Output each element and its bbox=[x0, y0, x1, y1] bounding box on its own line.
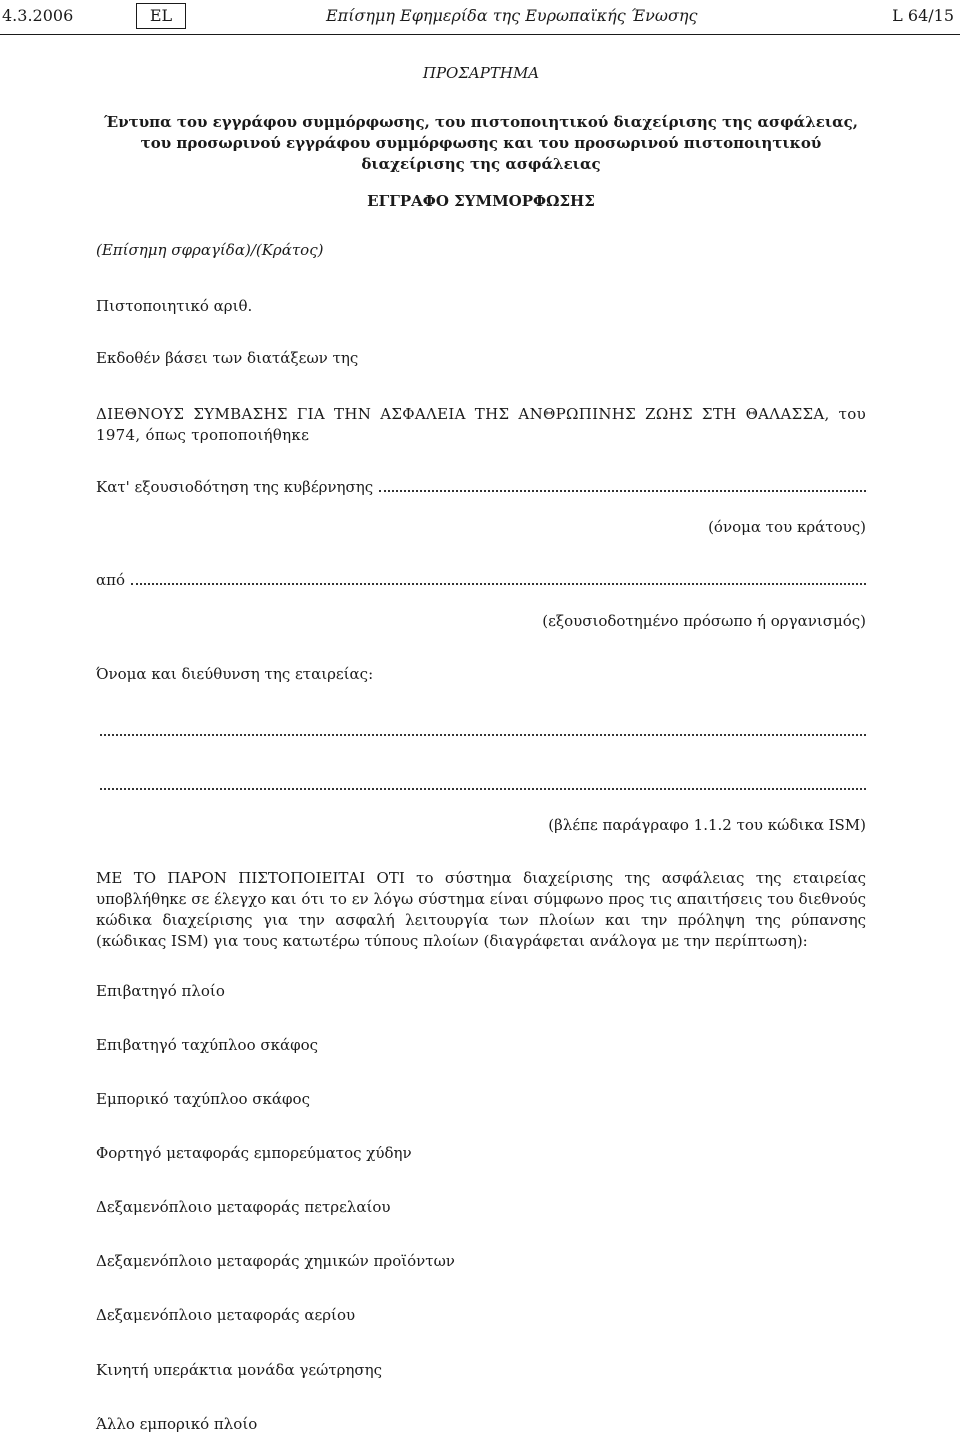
forms-title: Έντυπα του εγγράφου συμμόρφωσης, του πιστοποιητικού διαχείρισης της ασφάλειας, του προσωρινού εγγράφου συμμόρφωσης και του προσωρινού πιστοποιητικού διαχείρισης της ασφάλειας bbox=[104, 113, 858, 173]
convention-name: ΔΙΕΘΝΟΥΣ ΣΥΜΒΑΣΗΣ ΓΙΑ ΤΗΝ ΑΣΦΑΛΕΙΑ ΤΗΣ ΑΝΘΡΩΠΙΝΗΣ ΖΩΗΣ ΣΤΗ ΘΑΛΑΣΣΑ, του 1974, όπως τροποποιήθηκε bbox=[96, 405, 866, 444]
authorized-by-line bbox=[96, 571, 866, 589]
page-reference: L 64/15 bbox=[892, 6, 954, 25]
state-name-caption: (όνομα του κράτους) bbox=[708, 518, 866, 536]
header-date: 4.3.2006 bbox=[2, 6, 74, 25]
ship-type-bulk-carrier[interactable]: Φορτηγό μεταφοράς εμπορεύματος χύδην bbox=[96, 1144, 412, 1162]
company-address-field-2[interactable] bbox=[100, 787, 866, 790]
certification-statement: ΜΕ ΤΟ ΠΑΡΟΝ ΠΙΣΤΟΠΟΙΕΙΤΑΙ ΟΤΙ το σύστημα διαχείρισης της ασφάλειας της εταιρείας υποβλήθηκε σε έλεγχο και ότι το εν λόγω σύστημα είναι σύμφωνο προς τις απαιτήσεις του διεθνούς κώδικα διαχείρισης για την ασφαλή λειτουργία των πλοίων και την πρόληψη της ρύπανσης (κώδικας ISM) για τους κατωτέρω τύπους πλοίων (διαγράφεται ανάλογα με την περίπτωση): bbox=[96, 869, 866, 950]
document-title: ΕΓΓΡΑΦΟ ΣΥΜΜΟΡΦΩΣΗΣ bbox=[367, 192, 595, 210]
certificate-number-label: Πιστοποιητικό αριθ. bbox=[96, 297, 253, 315]
journal-title: Επίσημη Εφημερίδα της Ευρωπαϊκής Ένωσης bbox=[326, 6, 698, 25]
ship-type-offshore-drilling-unit[interactable]: Κινητή υπεράκτια μονάδα γεώτρησης bbox=[96, 1361, 383, 1379]
company-name-address-label: Όνομα και διεύθυνση της εταιρείας: bbox=[96, 665, 374, 683]
ism-code-caption: (βλέπε παράγραφο 1.1.2 του κώδικα ISM) bbox=[548, 816, 866, 834]
ship-type-chemical-tanker[interactable]: Δεξαμενόπλοιο μεταφοράς χημικών προϊόντων bbox=[96, 1252, 455, 1270]
by-label: από bbox=[96, 571, 126, 589]
ship-type-other-cargo[interactable]: Άλλο εμπορικό πλοίο bbox=[96, 1415, 258, 1433]
ship-type-gas-carrier[interactable]: Δεξαμενόπλοιο μεταφοράς αερίου bbox=[96, 1306, 356, 1324]
ship-type-cargo-high-speed[interactable]: Εμπορικό ταχύπλοο σκάφος bbox=[96, 1090, 310, 1108]
authority-label: Κατ' εξουσιοδότηση της κυβέρνησης bbox=[96, 478, 374, 496]
authorized-organization-field[interactable] bbox=[131, 571, 866, 585]
language-badge: EL bbox=[136, 3, 186, 29]
ship-type-passenger-high-speed[interactable]: Επιβατηγό ταχύπλοο σκάφος bbox=[96, 1036, 319, 1054]
authorized-organization-caption: (εξουσιοδοτημένο πρόσωπο ή οργανισμός) bbox=[542, 612, 866, 630]
annex-title: ΠΡΟΣΑΡΤΗΜΑ bbox=[422, 64, 540, 82]
state-name-field[interactable] bbox=[379, 478, 866, 492]
journal-header bbox=[0, 0, 960, 35]
official-seal-label: (Επίσημη σφραγίδα)/(Κράτος) bbox=[96, 241, 324, 259]
government-authority-line bbox=[96, 478, 866, 496]
ship-type-oil-tanker[interactable]: Δεξαμενόπλοιο μεταφοράς πετρελαίου bbox=[96, 1198, 391, 1216]
company-address-field-1[interactable] bbox=[100, 733, 866, 736]
ship-type-passenger[interactable]: Επιβατηγό πλοίο bbox=[96, 982, 225, 1000]
issued-under-label: Εκδοθέν βάσει των διατάξεων της bbox=[96, 349, 359, 367]
